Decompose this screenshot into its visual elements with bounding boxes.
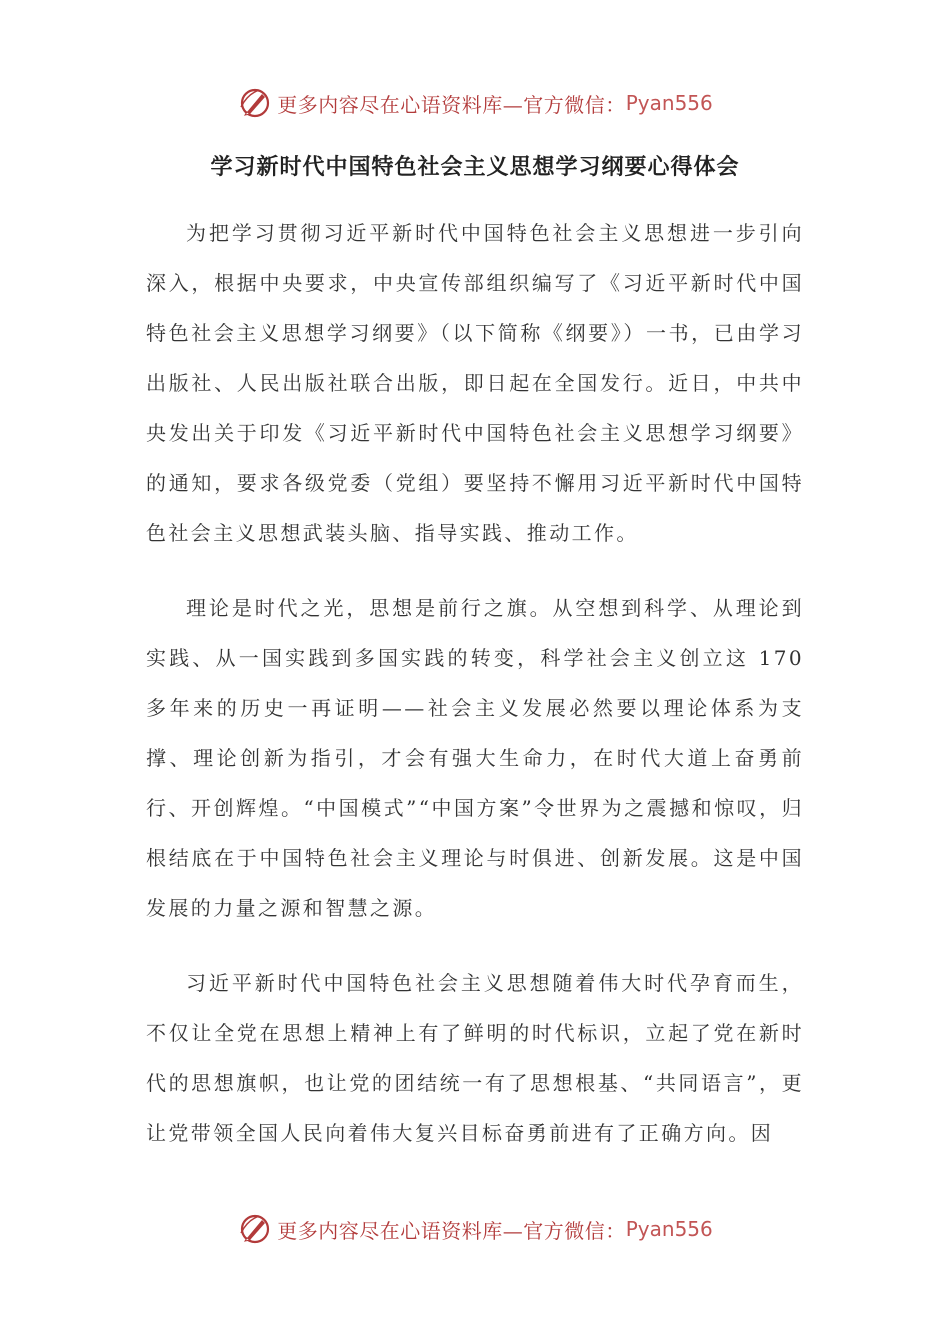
pen-nib-seal-icon (237, 85, 273, 121)
pen-nib-seal-icon (237, 1211, 273, 1247)
footer-banner (0, 1209, 950, 1249)
footer-banner-text: 更多内容尽在心语资料库—官方微信： (277, 1218, 626, 1243)
footer-banner-wechat-id: Pyan556 (625, 1217, 713, 1241)
paragraph-1: 为把学习贯彻习近平新时代中国特色社会主义思想进一步引向深入，根据中央要求，中央宣传部组织编写了《习近平新时代中国特色社会主义思想学习纲要》（以下简称《纲要》）一书，已由学习出版社、人民出版社联合出版，即日起在全国发行。近日，中共中央发出关于印发《习近平新时代中国特色社会主义思想学习纲要》的通知，要求各级党委（党组）要坚持不懈用习近平新时代中国特色社会主义思想武装头脑、指导实践、推动工作。 (146, 221, 804, 545)
paragraph-2: 理论是时代之光，思想是前行之旗。从空想到科学、从理论到实践、从一国实践到多国实践的转变，科学社会主义创立这 170 多年来的历史一再证明——社会主义发展必然要以理论体系为支撑、理论创新为指引，才会有强大生命力，在时代大道上奋勇前行、开创辉煌。“中国模式”“中国方案”令世界为之震撼和惊叹，归根结底在于中国特色社会主义理论与时俱进、创新发展。这是中国发展的力量之源和智慧之源。 (146, 596, 804, 920)
header-banner (0, 83, 950, 123)
header-banner-wechat-id: Pyan556 (625, 91, 713, 115)
paragraph-3: 习近平新时代中国特色社会主义思想随着伟大时代孕育而生，不仅让全党在思想上精神上有了鲜明的时代标识，立起了党在新时代的思想旗帜，也让党的团结统一有了思想根基、“共同语言”，更让党带领全国人民向着伟大复兴目标奋勇前进有了正确方向。因 (146, 971, 804, 1145)
document-body (146, 208, 804, 1183)
header-banner-text: 更多内容尽在心语资料库—官方微信： (277, 92, 626, 117)
document-title: 学习新时代中国特色社会主义思想学习纲要心得体会 (210, 155, 740, 180)
